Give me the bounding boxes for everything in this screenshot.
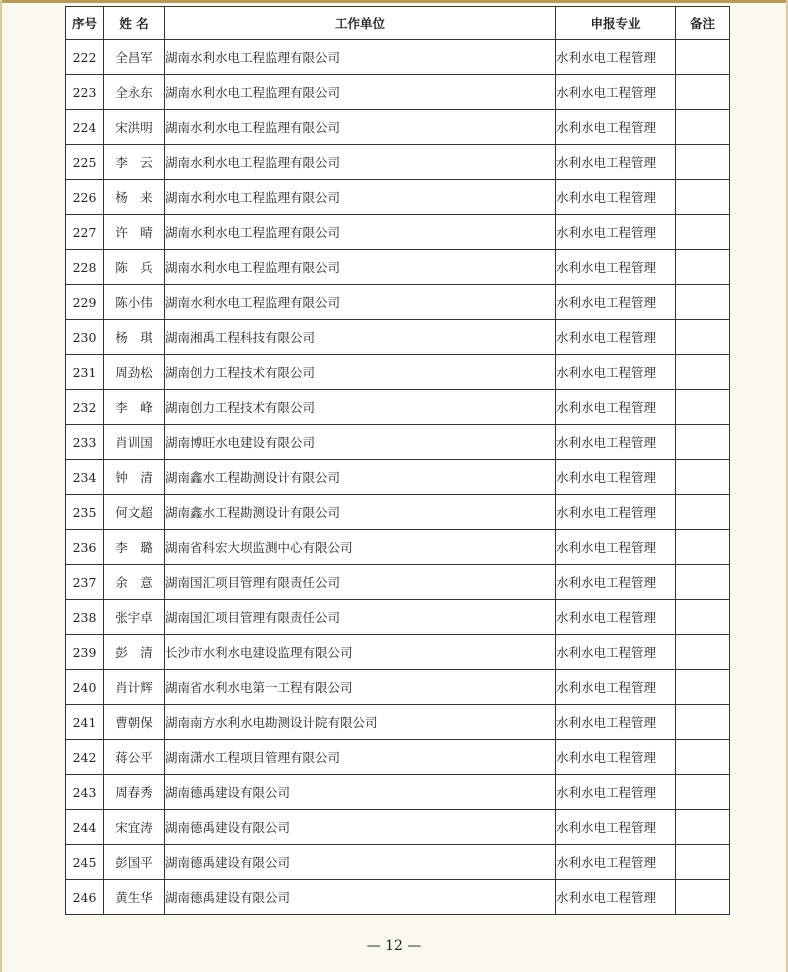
personnel-table [65,6,730,915]
cell-unit: 湖南鑫水工程勘测设计有限公司 [165,460,556,495]
table-row [66,530,730,565]
cell-major: 水利水电工程管理 [556,285,676,320]
cell-name: 陈 兵 [104,250,165,285]
cell-major: 水利水电工程管理 [556,775,676,810]
cell-unit: 湖南创力工程技术有限公司 [165,390,556,425]
cell-no: 222 [66,40,104,75]
cell-unit: 湖南湘禹工程科技有限公司 [165,320,556,355]
cell-name: 黄生华 [104,880,165,915]
cell-unit: 湖南国汇项目管理有限责任公司 [165,600,556,635]
cell-major: 水利水电工程管理 [556,110,676,145]
cell-no: 239 [66,635,104,670]
cell-note [676,75,730,110]
cell-unit: 湖南德禹建设有限公司 [165,775,556,810]
cell-unit: 湖南省科宏大坝监测中心有限公司 [165,530,556,565]
cell-name: 彭国平 [104,845,165,880]
cell-name: 杨 琪 [104,320,165,355]
header-note: 备注 [676,7,730,40]
table-row [66,425,730,460]
cell-major: 水利水电工程管理 [556,355,676,390]
cell-name: 何文超 [104,495,165,530]
cell-note [676,845,730,880]
cell-major: 水利水电工程管理 [556,845,676,880]
table-row [66,845,730,880]
cell-no: 225 [66,145,104,180]
cell-note [676,425,730,460]
cell-name: 蒋公平 [104,740,165,775]
cell-unit: 湖南南方水利水电勘测设计院有限公司 [165,705,556,740]
cell-unit: 湖南水利水电工程监理有限公司 [165,145,556,180]
table-row [66,705,730,740]
table-row [66,320,730,355]
cell-note [676,250,730,285]
cell-unit: 湖南水利水电工程监理有限公司 [165,250,556,285]
cell-note [676,635,730,670]
cell-note [676,600,730,635]
cell-unit: 湖南鑫水工程勘测设计有限公司 [165,495,556,530]
cell-note [676,530,730,565]
cell-name: 李 璐 [104,530,165,565]
cell-name: 全永东 [104,75,165,110]
cell-no: 228 [66,250,104,285]
cell-no: 230 [66,320,104,355]
cell-no: 240 [66,670,104,705]
table-row [66,740,730,775]
cell-no: 237 [66,565,104,600]
table-header [66,7,730,40]
table-row [66,285,730,320]
table-row [66,810,730,845]
cell-note [676,740,730,775]
table-row [66,600,730,635]
cell-no: 235 [66,495,104,530]
table-row [66,635,730,670]
cell-unit: 湖南德禹建设有限公司 [165,845,556,880]
cell-name: 肖训国 [104,425,165,460]
cell-major: 水利水电工程管理 [556,635,676,670]
table-row [66,775,730,810]
cell-unit: 湖南省水利水电第一工程有限公司 [165,670,556,705]
cell-name: 许 晴 [104,215,165,250]
cell-major: 水利水电工程管理 [556,425,676,460]
table-body [66,40,730,915]
cell-name: 肖计辉 [104,670,165,705]
cell-unit: 湖南水利水电工程监理有限公司 [165,110,556,145]
cell-note [676,670,730,705]
page-top-border [0,0,788,3]
cell-name: 彭 清 [104,635,165,670]
cell-note [676,320,730,355]
cell-unit: 湖南水利水电工程监理有限公司 [165,75,556,110]
cell-note [676,810,730,845]
cell-unit: 湖南水利水电工程监理有限公司 [165,285,556,320]
table-row [66,215,730,250]
cell-no: 246 [66,880,104,915]
cell-major: 水利水电工程管理 [556,250,676,285]
table-row [66,880,730,915]
cell-no: 232 [66,390,104,425]
table-row [66,670,730,705]
cell-name: 张宇卓 [104,600,165,635]
table-row [66,495,730,530]
cell-major: 水利水电工程管理 [556,705,676,740]
header-no: 序号 [66,7,104,40]
cell-no: 234 [66,460,104,495]
cell-major: 水利水电工程管理 [556,40,676,75]
cell-note [676,880,730,915]
cell-name: 陈小伟 [104,285,165,320]
cell-name: 宋宜涛 [104,810,165,845]
cell-name: 钟 清 [104,460,165,495]
cell-note [676,775,730,810]
cell-unit: 湖南水利水电工程监理有限公司 [165,40,556,75]
cell-name: 宋洪明 [104,110,165,145]
cell-no: 244 [66,810,104,845]
page-number: — 12 — [366,938,422,954]
cell-note [676,110,730,145]
table-row [66,355,730,390]
header-major: 申报专业 [556,7,676,40]
cell-unit: 湖南博旺水电建设有限公司 [165,425,556,460]
cell-name: 李 峰 [104,390,165,425]
cell-unit: 湖南德禹建设有限公司 [165,810,556,845]
cell-note [676,40,730,75]
cell-note [676,215,730,250]
cell-note [676,460,730,495]
cell-note [676,180,730,215]
cell-unit: 湖南国汇项目管理有限责任公司 [165,565,556,600]
cell-major: 水利水电工程管理 [556,390,676,425]
cell-unit: 湖南潇水工程项目管理有限公司 [165,740,556,775]
cell-note [676,565,730,600]
table-row [66,75,730,110]
cell-no: 223 [66,75,104,110]
cell-major: 水利水电工程管理 [556,215,676,250]
table-row [66,40,730,75]
cell-major: 水利水电工程管理 [556,740,676,775]
table-row [66,180,730,215]
cell-no: 229 [66,285,104,320]
cell-major: 水利水电工程管理 [556,145,676,180]
cell-note [676,495,730,530]
cell-name: 曹朝保 [104,705,165,740]
table-row [66,460,730,495]
cell-note [676,390,730,425]
cell-no: 233 [66,425,104,460]
header-name: 姓 名 [104,7,165,40]
cell-name: 周春秀 [104,775,165,810]
page-left-border [0,0,2,972]
cell-no: 238 [66,600,104,635]
cell-no: 236 [66,530,104,565]
header-unit: 工作单位 [165,7,556,40]
cell-no: 243 [66,775,104,810]
cell-name: 杨 来 [104,180,165,215]
cell-name: 周劲松 [104,355,165,390]
table-row [66,390,730,425]
cell-no: 242 [66,740,104,775]
cell-major: 水利水电工程管理 [556,670,676,705]
cell-unit: 长沙市水利水电建设监理有限公司 [165,635,556,670]
cell-no: 226 [66,180,104,215]
cell-no: 245 [66,845,104,880]
table-row [66,565,730,600]
cell-unit: 湖南德禹建设有限公司 [165,880,556,915]
cell-major: 水利水电工程管理 [556,180,676,215]
table-row [66,250,730,285]
table-row [66,110,730,145]
cell-no: 227 [66,215,104,250]
cell-name: 全昌军 [104,40,165,75]
cell-note [676,705,730,740]
cell-no: 241 [66,705,104,740]
header-row [66,7,730,40]
cell-note [676,355,730,390]
cell-no: 231 [66,355,104,390]
cell-unit: 湖南水利水电工程监理有限公司 [165,215,556,250]
cell-note [676,145,730,180]
cell-note [676,285,730,320]
cell-major: 水利水电工程管理 [556,810,676,845]
cell-name: 李 云 [104,145,165,180]
cell-unit: 湖南水利水电工程监理有限公司 [165,180,556,215]
cell-major: 水利水电工程管理 [556,880,676,915]
cell-major: 水利水电工程管理 [556,530,676,565]
cell-name: 余 意 [104,565,165,600]
cell-no: 224 [66,110,104,145]
cell-unit: 湖南创力工程技术有限公司 [165,355,556,390]
cell-major: 水利水电工程管理 [556,460,676,495]
cell-major: 水利水电工程管理 [556,600,676,635]
cell-major: 水利水电工程管理 [556,495,676,530]
cell-major: 水利水电工程管理 [556,75,676,110]
table-row [66,145,730,180]
cell-major: 水利水电工程管理 [556,565,676,600]
cell-major: 水利水电工程管理 [556,320,676,355]
